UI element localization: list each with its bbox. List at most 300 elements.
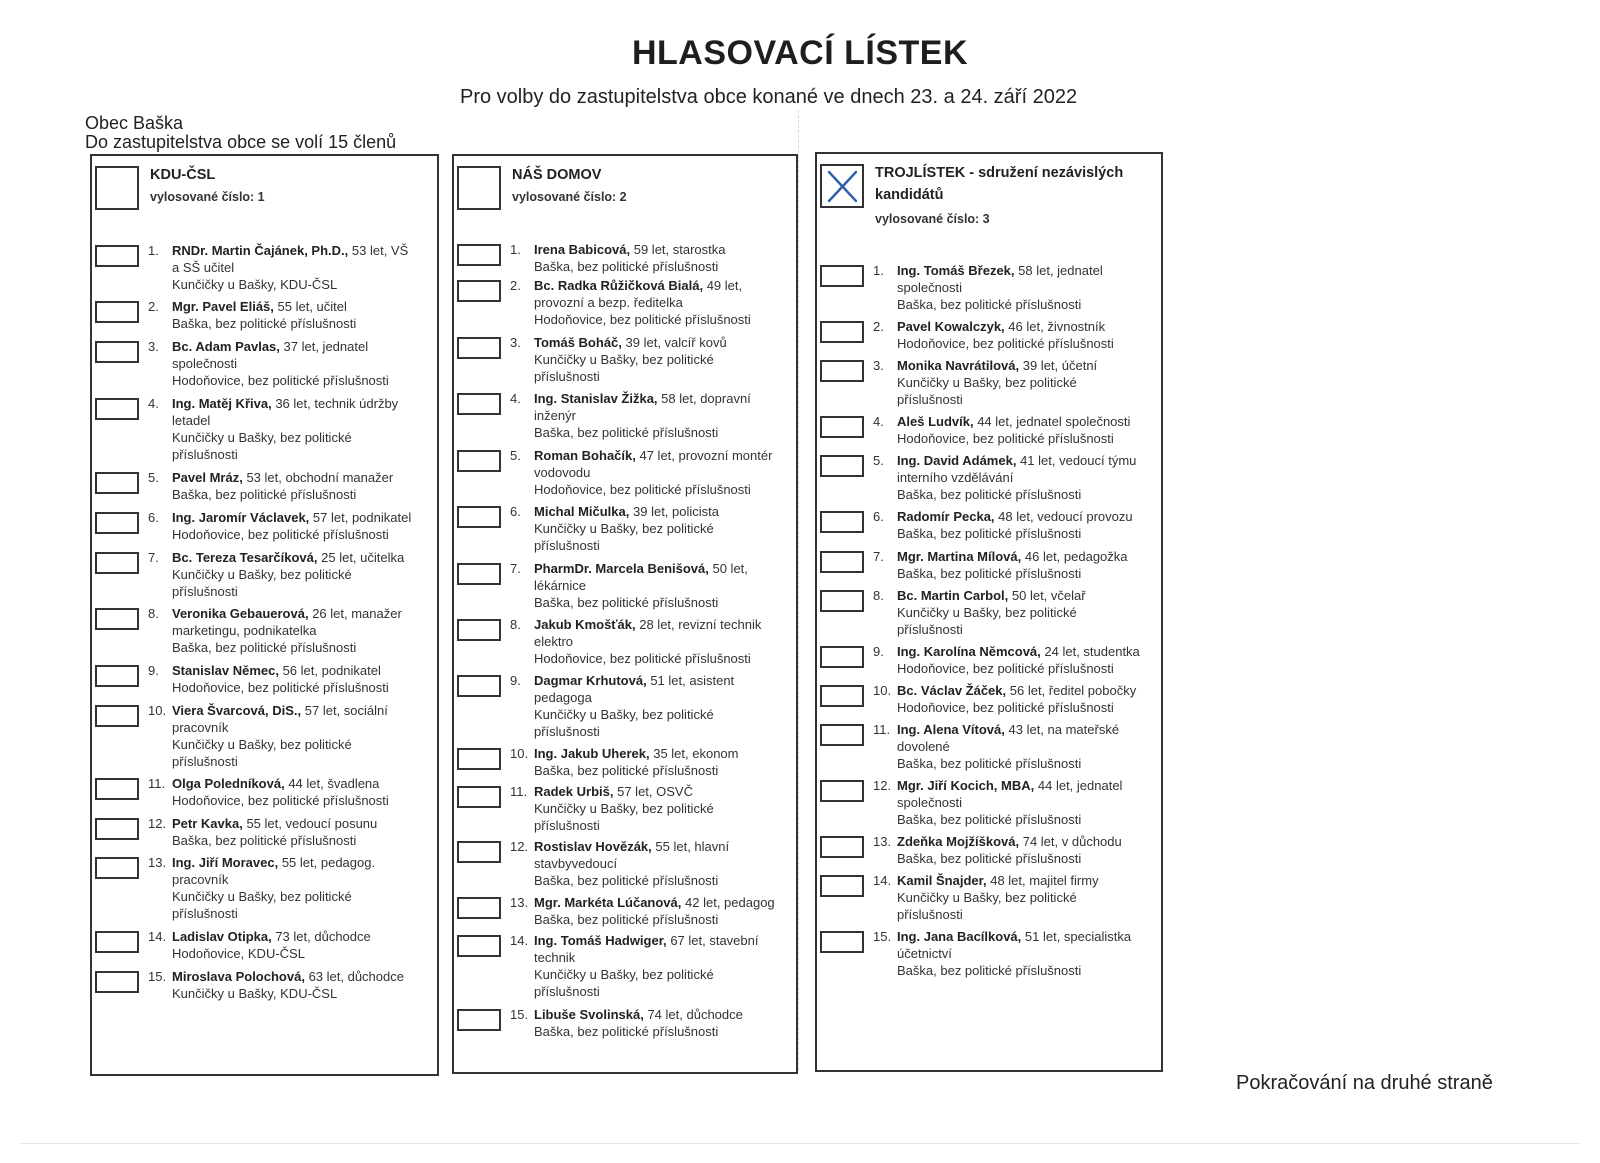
party-name [512, 164, 601, 186]
candidate-name: Mgr. Jiří Kocich, MBA, [897, 778, 1035, 793]
party-draw-number: vylosované číslo: 2 [512, 190, 627, 204]
candidate-first-line [897, 413, 1147, 430]
candidate-checkbox[interactable] [820, 780, 864, 802]
candidate-number: 8. [873, 588, 884, 603]
election-subtitle: Pro volby do zastupitelstva obce konané ve dnech 23. a 24. září 2022 [460, 86, 1078, 108]
candidate-text [534, 390, 782, 441]
candidate-name: Tomáš Boháč, [534, 335, 622, 350]
candidate-text [897, 643, 1147, 677]
candidate-checkbox[interactable] [95, 552, 139, 574]
candidate-first-line [897, 508, 1147, 525]
candidate-checkbox[interactable] [95, 301, 139, 323]
candidate-checkbox[interactable] [820, 724, 864, 746]
candidate-name: Bc. Martin Carbol, [897, 588, 1009, 603]
candidate-checkbox[interactable] [95, 512, 139, 534]
candidate-number: 14. [510, 933, 529, 948]
candidate-detail: 37 let, jednatel [283, 339, 369, 354]
candidate-text [172, 549, 423, 600]
candidate-detail: 35 let, ekonom [653, 746, 739, 761]
candidate-detail: společnosti [897, 280, 963, 295]
candidate-first-line [172, 549, 423, 566]
candidate-checkbox[interactable] [95, 778, 139, 800]
candidate-detail: Baška, bez politické příslušnosti [172, 316, 357, 331]
candidate-number: 2. [148, 299, 159, 314]
candidate-checkbox[interactable] [95, 705, 139, 727]
candidate-detail: Baška, bez politické příslušnosti [897, 851, 1082, 866]
candidate-checkbox[interactable] [457, 786, 501, 808]
candidate-detail: příslušnosti [534, 818, 600, 833]
candidate-text [172, 242, 423, 293]
candidate-number: 6. [148, 510, 159, 525]
party-draw-number: vylosované číslo: 3 [875, 212, 990, 226]
candidate-detail: společnosti [172, 356, 238, 371]
candidate-number: 10. [873, 683, 892, 698]
candidate-number: 2. [510, 278, 521, 293]
candidate-detail: 53 let, VŠ [351, 243, 409, 258]
candidate-name: Olga Poledníková, [172, 776, 285, 791]
candidate-text [534, 783, 782, 834]
candidate-checkbox[interactable] [95, 398, 139, 420]
candidate-number: 4. [148, 396, 159, 411]
candidate-detail: 26 let, manažer [312, 606, 402, 621]
candidate-first-line [534, 672, 782, 689]
candidate-checkbox[interactable] [95, 971, 139, 993]
candidate-detail: letadel [172, 413, 211, 428]
candidate-detail: Kunčičky u Bašky, bez politické [534, 521, 714, 536]
candidate-detail: Hodoňovice, bez politické příslušnosti [897, 336, 1114, 351]
candidate-text [897, 872, 1147, 923]
candidate-number: 11. [148, 776, 166, 791]
candidate-detail: 43 let, na mateřské [1008, 722, 1120, 737]
candidate-detail: 44 let, švadlena [288, 776, 380, 791]
candidate-text [897, 318, 1147, 352]
candidate-number: 1. [873, 263, 884, 278]
candidate-text [534, 1006, 782, 1040]
candidate-name: Bc. Václav Žáček, [897, 683, 1007, 698]
candidate-checkbox[interactable] [820, 455, 864, 477]
candidate-first-line [534, 447, 782, 464]
candidate-first-line [172, 242, 423, 259]
candidate-detail: Hodoňovice, bez politické příslušnosti [534, 651, 751, 666]
candidate-checkbox[interactable] [820, 511, 864, 533]
candidate-text [897, 587, 1147, 638]
candidate-first-line [897, 777, 1147, 794]
candidate-detail: Baška, bez politické příslušnosti [897, 487, 1082, 502]
candidate-text [897, 777, 1147, 828]
candidate-first-line [172, 338, 423, 355]
candidate-detail: Hodoňovice, KDU-ČSL [172, 946, 305, 961]
candidate-detail: 46 let, pedagožka [1024, 549, 1128, 564]
candidate-name: Pavel Kowalczyk, [897, 319, 1005, 334]
candidate-name: Libuše Svolinská, [534, 1007, 644, 1022]
candidate-detail: příslušnosti [534, 984, 600, 999]
candidate-detail: 58 let, dopravní [661, 391, 751, 406]
candidate-checkbox[interactable] [457, 675, 501, 697]
candidate-checkbox[interactable] [820, 931, 864, 953]
candidate-checkbox[interactable] [820, 265, 864, 287]
candidate-first-line [534, 241, 782, 258]
candidate-detail: Kunčičky u Bašky, bez politické [172, 889, 352, 904]
candidate-name: Roman Bohačík, [534, 448, 636, 463]
candidate-checkbox[interactable] [457, 393, 501, 415]
candidate-text [172, 702, 423, 770]
candidate-detail: 39 let, účetní [1022, 358, 1098, 373]
candidate-detail: Kunčičky u Bašky, bez politické [534, 801, 714, 816]
candidate-checkbox[interactable] [457, 563, 501, 585]
candidate-number: 2. [873, 319, 884, 334]
candidate-detail: 56 let, podnikatel [282, 663, 381, 678]
candidate-name: Ing. Karolína Němcová, [897, 644, 1041, 659]
candidate-detail: Baška, bez politické příslušnosti [534, 425, 719, 440]
party-checkbox[interactable] [95, 166, 139, 210]
candidate-text [534, 334, 782, 385]
candidate-number: 11. [873, 722, 891, 737]
candidate-name: Ing. Tomáš Hadwiger, [534, 933, 667, 948]
candidate-name: Bc. Tereza Tesarčíková, [172, 550, 318, 565]
candidate-checkbox[interactable] [457, 841, 501, 863]
candidate-first-line [897, 262, 1147, 279]
candidate-text [172, 968, 423, 1002]
party-header [817, 154, 1161, 224]
candidate-detail: Kunčičky u Bašky, bez politické [172, 567, 352, 582]
candidate-first-line [172, 968, 423, 985]
candidate-detail: 53 let, obchodní manažer [246, 470, 394, 485]
candidate-detail: Baška, bez politické příslušnosti [897, 526, 1082, 541]
candidate-detail: Hodoňovice, bez politické příslušnosti [897, 700, 1114, 715]
candidate-checkbox[interactable] [457, 935, 501, 957]
candidate-checkbox[interactable] [457, 244, 501, 266]
candidate-checkbox[interactable] [457, 280, 501, 302]
candidate-text [534, 672, 782, 740]
candidate-checkbox[interactable] [820, 836, 864, 858]
candidate-detail: pracovník [172, 720, 229, 735]
candidate-detail: Kunčičky u Bašky, KDU-ČSL [172, 986, 338, 1001]
candidate-number: 3. [873, 358, 884, 373]
candidate-number: 15. [148, 969, 167, 984]
candidate-detail: interního vzdělávání [897, 470, 1014, 485]
candidate-name: Ing. Jiří Moravec, [172, 855, 279, 870]
candidate-number: 13. [510, 895, 529, 910]
candidate-first-line [534, 838, 782, 855]
candidate-detail: příslušnosti [534, 538, 600, 553]
candidate-first-line [897, 872, 1147, 889]
candidate-detail: a SŠ učitel [172, 260, 235, 275]
candidate-detail: Baška, bez politické příslušnosti [172, 833, 357, 848]
candidate-checkbox[interactable] [457, 337, 501, 359]
party-name-line: KDU-ČSL [150, 167, 216, 183]
candidate-detail: Baška, bez politické příslušnosti [172, 640, 357, 655]
candidate-checkbox[interactable] [457, 619, 501, 641]
candidate-number: 5. [510, 448, 521, 463]
candidate-name: Dagmar Krhutová, [534, 673, 647, 688]
candidate-first-line [172, 298, 423, 315]
candidate-text [172, 338, 423, 389]
candidate-number: 1. [148, 243, 159, 258]
candidate-first-line [897, 357, 1147, 374]
candidate-name: Ladislav Otipka, [172, 929, 272, 944]
candidate-number: 7. [873, 549, 884, 564]
candidate-first-line [172, 775, 423, 792]
candidate-first-line [172, 509, 423, 526]
candidate-text [534, 447, 782, 498]
candidate-text [897, 721, 1147, 772]
candidate-detail: 55 let, hlavní [655, 839, 730, 854]
candidate-name: Michal Mičulka, [534, 504, 630, 519]
candidate-detail: Kunčičky u Bašky, bez politické [897, 605, 1077, 620]
candidate-number: 9. [148, 663, 159, 678]
fold-line [798, 110, 799, 1070]
candidate-text [172, 395, 423, 463]
candidate-text [534, 503, 782, 554]
party-header [454, 156, 796, 226]
candidate-number: 3. [148, 339, 159, 354]
candidate-checkbox[interactable] [95, 818, 139, 840]
candidate-detail: 67 let, stavební [670, 933, 759, 948]
candidate-name: Ing. David Adámek, [897, 453, 1017, 468]
candidate-name: Aleš Ludvík, [897, 414, 974, 429]
candidate-checkbox[interactable] [457, 1009, 501, 1031]
candidate-text [897, 682, 1147, 716]
candidate-checkbox[interactable] [95, 931, 139, 953]
candidate-name: Rostislav Hovězák, [534, 839, 652, 854]
candidate-text [534, 894, 782, 928]
candidate-detail: Baška, bez politické příslušnosti [897, 297, 1082, 312]
candidate-text [534, 932, 782, 1000]
candidate-checkbox[interactable] [95, 472, 139, 494]
candidate-detail: 56 let, ředitel pobočky [1009, 683, 1137, 698]
candidate-detail: technik [534, 950, 576, 965]
candidate-name: Ing. Matěj Křiva, [172, 396, 272, 411]
candidate-number: 12. [510, 839, 529, 854]
candidate-checkbox[interactable] [820, 321, 864, 343]
candidate-text [897, 508, 1147, 542]
candidate-detail: Baška, bez politické příslušnosti [534, 259, 719, 274]
candidate-detail: Baška, bez politické příslušnosti [897, 566, 1082, 581]
candidate-detail: příslušnosti [897, 392, 963, 407]
candidate-text [534, 745, 782, 779]
candidate-text [172, 605, 423, 656]
candidate-name: Ing. Jakub Uherek, [534, 746, 650, 761]
candidate-text [534, 616, 782, 667]
party-checkbox[interactable] [457, 166, 501, 210]
candidate-detail: Baška, bez politické příslušnosti [172, 487, 357, 502]
candidate-number: 12. [148, 816, 167, 831]
municipality-name: Obec Baška [85, 113, 184, 133]
candidate-first-line [897, 833, 1147, 850]
candidate-name: Irena Babicová, [534, 242, 631, 257]
candidate-detail: Kunčičky u Bašky, bez politické [172, 737, 352, 752]
candidate-name: Ing. Jana Bacílková, [897, 929, 1022, 944]
candidate-detail: pracovník [172, 872, 229, 887]
party-column-nas-domov [452, 154, 798, 1074]
candidate-text [897, 452, 1147, 503]
candidate-detail: 50 let, včelař [1011, 588, 1086, 603]
candidate-detail: 39 let, policista [633, 504, 719, 519]
candidate-detail: elektro [534, 634, 574, 649]
candidate-text [897, 357, 1147, 408]
candidate-first-line [172, 395, 423, 412]
candidate-checkbox[interactable] [820, 551, 864, 573]
candidate-checkbox[interactable] [820, 590, 864, 612]
candidate-first-line [534, 390, 782, 407]
candidate-detail: 47 let, provozní montér [639, 448, 773, 463]
candidate-checkbox[interactable] [820, 875, 864, 897]
candidate-checkbox[interactable] [457, 450, 501, 472]
candidate-checkbox[interactable] [95, 857, 139, 879]
candidate-name: Ing. Tomáš Březek, [897, 263, 1015, 278]
candidate-checkbox[interactable] [820, 685, 864, 707]
candidate-text [172, 662, 423, 696]
candidate-detail: provozní a bezp. ředitelka [534, 295, 683, 310]
candidate-detail: příslušnosti [172, 906, 238, 921]
candidate-detail: inženýr [534, 408, 576, 423]
candidate-detail: 36 let, technik údržby [275, 396, 399, 411]
party-draw-number: vylosované číslo: 1 [150, 190, 265, 204]
candidate-checkbox[interactable] [95, 665, 139, 687]
party-name-line: NÁŠ DOMOV [512, 167, 602, 183]
candidate-detail: Baška, bez politické příslušnosti [897, 963, 1082, 978]
candidate-detail: 57 let, OSVČ [617, 784, 693, 799]
candidate-number: 14. [148, 929, 167, 944]
candidate-number: 14. [873, 873, 892, 888]
candidate-first-line [897, 682, 1147, 699]
candidate-detail: Baška, bez politické příslušnosti [534, 912, 719, 927]
ballot-title: HLASOVACÍ LÍSTEK [631, 34, 969, 72]
party-name-line: TROJLÍSTEK - sdružení nezávislých [875, 165, 1124, 181]
candidate-detail: Hodoňovice, bez politické příslušnosti [534, 312, 751, 327]
candidate-number: 4. [510, 391, 521, 406]
candidate-name: Monika Navrátilová, [897, 358, 1020, 373]
candidate-first-line [897, 928, 1147, 945]
candidate-detail: Baška, bez politické příslušnosti [897, 756, 1082, 771]
candidate-text [897, 548, 1147, 582]
candidate-detail: dovolené [897, 739, 950, 754]
candidate-detail: Baška, bez politické příslušnosti [534, 595, 719, 610]
candidate-detail: Kunčičky u Bašky, bez politické [172, 430, 352, 445]
candidate-detail: Hodoňovice, bez politické příslušnosti [172, 373, 389, 388]
candidate-detail: 58 let, jednatel [1018, 263, 1103, 278]
candidate-checkbox[interactable] [457, 506, 501, 528]
candidate-detail: 55 let, vedoucí posunu [246, 816, 378, 831]
candidate-text [897, 413, 1147, 447]
continued-note: Pokračování na druhé straně [1236, 1072, 1493, 1094]
candidate-first-line [172, 702, 423, 719]
candidate-detail: Hodoňovice, bez politické příslušnosti [897, 661, 1114, 676]
candidate-detail: 57 let, sociální [304, 703, 388, 718]
candidate-text [534, 560, 782, 611]
candidate-detail: 24 let, studentka [1044, 644, 1140, 659]
candidate-detail: stavbyvedoucí [534, 856, 618, 871]
candidate-detail: 48 let, vedoucí provozu [998, 509, 1133, 524]
candidate-first-line [897, 452, 1147, 469]
candidate-detail: 55 let, pedagog. [281, 855, 376, 870]
candidate-first-line [534, 783, 782, 800]
candidate-text [897, 928, 1147, 979]
candidate-name: Miroslava Polochová, [172, 969, 305, 984]
candidate-detail: Baška, bez politické příslušnosti [534, 873, 719, 888]
candidate-detail: příslušnosti [534, 724, 600, 739]
candidate-name: PharmDr. Marcela Benišová, [534, 561, 709, 576]
candidate-detail: 51 let, asistent [650, 673, 735, 688]
seats-info: Do zastupitelstva obce se volí 15 členů [85, 132, 397, 152]
candidate-text [172, 854, 423, 922]
candidate-number: 4. [873, 414, 884, 429]
candidate-detail: 48 let, majitel firmy [990, 873, 1099, 888]
candidate-name: Stanislav Němec, [172, 663, 279, 678]
candidate-detail: 42 let, pedagog [685, 895, 775, 910]
candidate-detail: příslušnosti [897, 907, 963, 922]
candidate-name: Mgr. Markéta Lúčanová, [534, 895, 682, 910]
candidate-checkbox[interactable] [820, 646, 864, 668]
party-column-trojlistek [815, 152, 1163, 1072]
candidate-detail: 51 let, specialistka [1024, 929, 1132, 944]
candidate-number: 12. [873, 778, 892, 793]
candidate-detail: Kunčičky u Bašky, bez politické [897, 890, 1077, 905]
candidate-detail: 49 let, [706, 278, 743, 293]
candidate-name: Radek Urbiš, [534, 784, 614, 799]
candidate-number: 7. [510, 561, 521, 576]
party-name [875, 162, 1123, 206]
candidate-checkbox[interactable] [820, 360, 864, 382]
candidate-checkbox[interactable] [95, 245, 139, 267]
candidate-checkbox[interactable] [95, 608, 139, 630]
candidate-detail: vodovodu [534, 465, 591, 480]
candidate-first-line [534, 277, 782, 294]
candidate-text [172, 815, 423, 849]
candidate-number: 13. [148, 855, 167, 870]
candidate-detail: 74 let, důchodce [647, 1007, 743, 1022]
candidate-name: Ing. Stanislav Žižka, [534, 391, 658, 406]
party-header [92, 156, 437, 226]
candidate-detail: Kunčičky u Bašky, bez politické [534, 707, 714, 722]
candidate-detail: 44 let, jednatel společnosti [977, 414, 1131, 429]
candidate-text [534, 838, 782, 889]
candidate-checkbox[interactable] [95, 341, 139, 363]
candidate-detail: 63 let, důchodce [308, 969, 404, 984]
candidate-number: 3. [510, 335, 521, 350]
candidate-detail: 46 let, živnostník [1008, 319, 1106, 334]
party-column-kdu-csl [90, 154, 439, 1076]
candidate-detail: Kunčičky u Bašky, bez politické [897, 375, 1077, 390]
candidate-name: Radomír Pecka, [897, 509, 995, 524]
candidate-detail: pedagoga [534, 690, 592, 705]
candidate-number: 15. [510, 1007, 529, 1022]
candidate-checkbox[interactable] [457, 897, 501, 919]
candidate-name: Veronika Gebauerová, [172, 606, 309, 621]
candidate-number: 11. [510, 784, 528, 799]
candidate-detail: lékárnice [534, 578, 587, 593]
candidate-text [534, 277, 782, 328]
candidate-checkbox[interactable] [457, 748, 501, 770]
candidate-detail: Hodoňovice, bez politické příslušnosti [172, 793, 389, 808]
candidate-detail: Hodoňovice, bez politické příslušnosti [897, 431, 1114, 446]
candidate-first-line [172, 854, 423, 871]
candidate-detail: společnosti [897, 795, 963, 810]
candidate-checkbox[interactable] [820, 416, 864, 438]
candidate-name: Jakub Kmošťák, [534, 617, 636, 632]
candidate-first-line [534, 560, 782, 577]
candidate-number: 9. [873, 644, 884, 659]
candidate-detail: příslušnosti [534, 369, 600, 384]
candidate-detail: Hodoňovice, bez politické příslušnosti [534, 482, 751, 497]
vote-cross-mark [822, 166, 862, 206]
candidate-detail: 57 let, podnikatel [312, 510, 412, 525]
candidate-first-line [534, 334, 782, 351]
candidate-detail: Kunčičky u Bašky, bez politické [534, 967, 714, 982]
candidate-number: 6. [510, 504, 521, 519]
party-checkbox[interactable] [820, 164, 864, 208]
candidate-first-line [897, 318, 1147, 335]
